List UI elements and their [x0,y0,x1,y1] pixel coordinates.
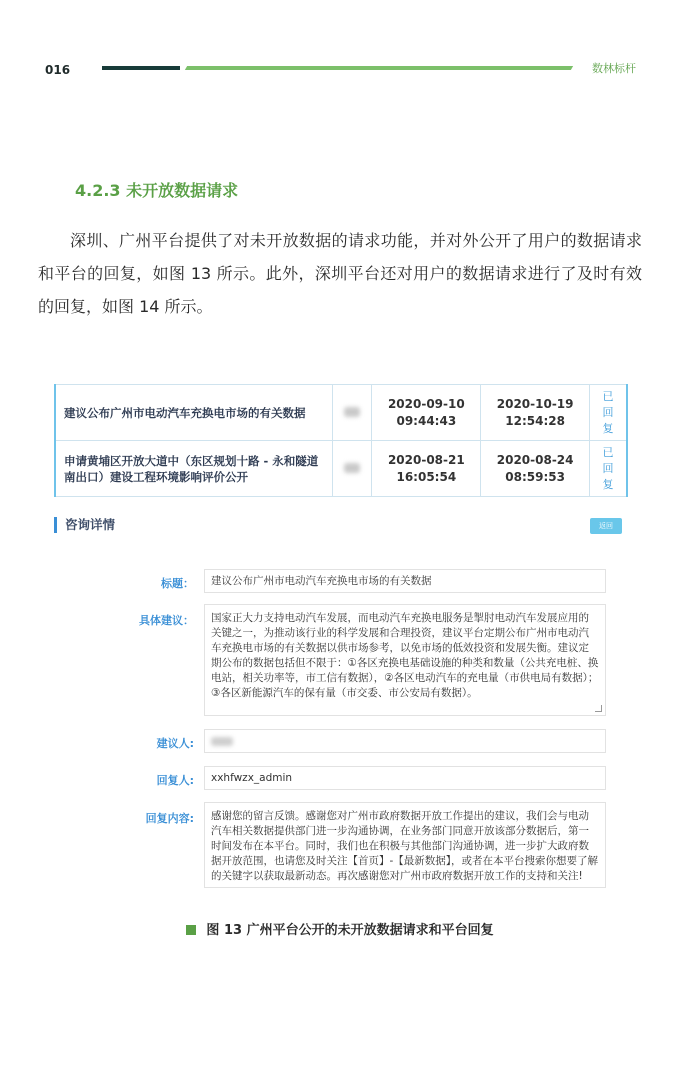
caption-square-icon [186,925,196,935]
page-number: 016 [45,63,71,77]
suggestion-label: 具体建议： [139,614,194,627]
blurred-user [333,441,372,497]
suggestion-textarea[interactable] [204,604,606,716]
back-button[interactable]: 返回 [590,518,622,534]
table-row [55,441,627,497]
suggestion-text: 国家正大力支持电动汽车发展，而电动汽车充换电服务是掣肘电动汽车发展应用的关键之一，为推动该行业的科学发展和合理投资，建议平台定期公布广州市电动汽车充换电市场的有关数据以供市场参考，以免市场的低效投资和发展失衡。建议定期公布的数据包括但不限于：①各区充换电基础设施的种类和数量（公共充电桩、换电站，相关功率等，市工信有数据），②各区电动汽车的充电量（市供电局有数据）；③各区新能源汽车的保有量（市交委、市公安局有数据）。 [211,612,599,699]
detail-heading: 咨询详情 [54,517,115,533]
figure-screenshot [54,384,628,890]
table-row [55,385,627,441]
proposer-label: 建议人: [156,737,194,750]
reply-label: 回复内容: [145,812,194,825]
request-title[interactable]: 申请黄埔区开放大道中（东区规划十路 - 永和隧道南出口）建设工程环境影响评价公开 [55,441,333,497]
replied-link[interactable]: 已回 复 [590,385,627,441]
title-field: 建议公布广州市电动汽车充换电市场的有关数据 [204,569,606,593]
submit-date: 2020-09-10 09:44:43 [372,385,481,441]
resize-handle-icon[interactable] [595,705,602,712]
title-label: 标题： [161,577,194,590]
figure-caption: 图 13 广州平台公开的未开放数据请求和平台回复 [0,919,680,938]
blurred-user [333,385,372,441]
body-paragraph: 深圳、广州平台提供了对未开放数据的请求功能，并对外公开了用户的数据请求和平台的回复，如图 13 所示。此外，深圳平台还对用户的数据请求进行了及时有效的回复，如图 14 所示。 [38,231,642,316]
replied-link[interactable]: 已回 复 [590,441,627,497]
replier-field: xxhfwzx_admin [204,766,606,790]
reply-field: 感谢您的留言反馈。感谢您对广州市政府数据开放工作提出的建议，我们会与电动汽车相关数据提供部门进一步沟通协调，在业务部门同意开放该部分数据后，第一时间发布在本平台。同时，我们也在积极与其他部门沟通协调，进一步扩大政府数据开放范围，也请您及时关注【首页】-【最新数据】，或者在本平台搜索你想要了解的关键字以获取最新动态。再次感谢您对广州市政府数据开放工作的支持和关注! [204,802,606,888]
replier-label: 回复人: [156,774,194,787]
section-title: 4.2.3 未开放数据请求 [75,181,239,200]
brand-label: 数林标杆 [592,62,636,75]
reply-date: 2020-08-24 08:59:53 [481,441,590,497]
submit-date: 2020-08-21 16:05:54 [372,441,481,497]
request-table [54,384,628,497]
header-bar-green [185,66,573,70]
proposer-field [204,729,606,753]
reply-date: 2020-10-19 12:54:28 [481,385,590,441]
header-bar-dark [102,66,180,70]
request-title[interactable]: 建议公布广州市电动汽车充换电市场的有关数据 [55,385,333,441]
blurred-proposer [211,737,233,746]
